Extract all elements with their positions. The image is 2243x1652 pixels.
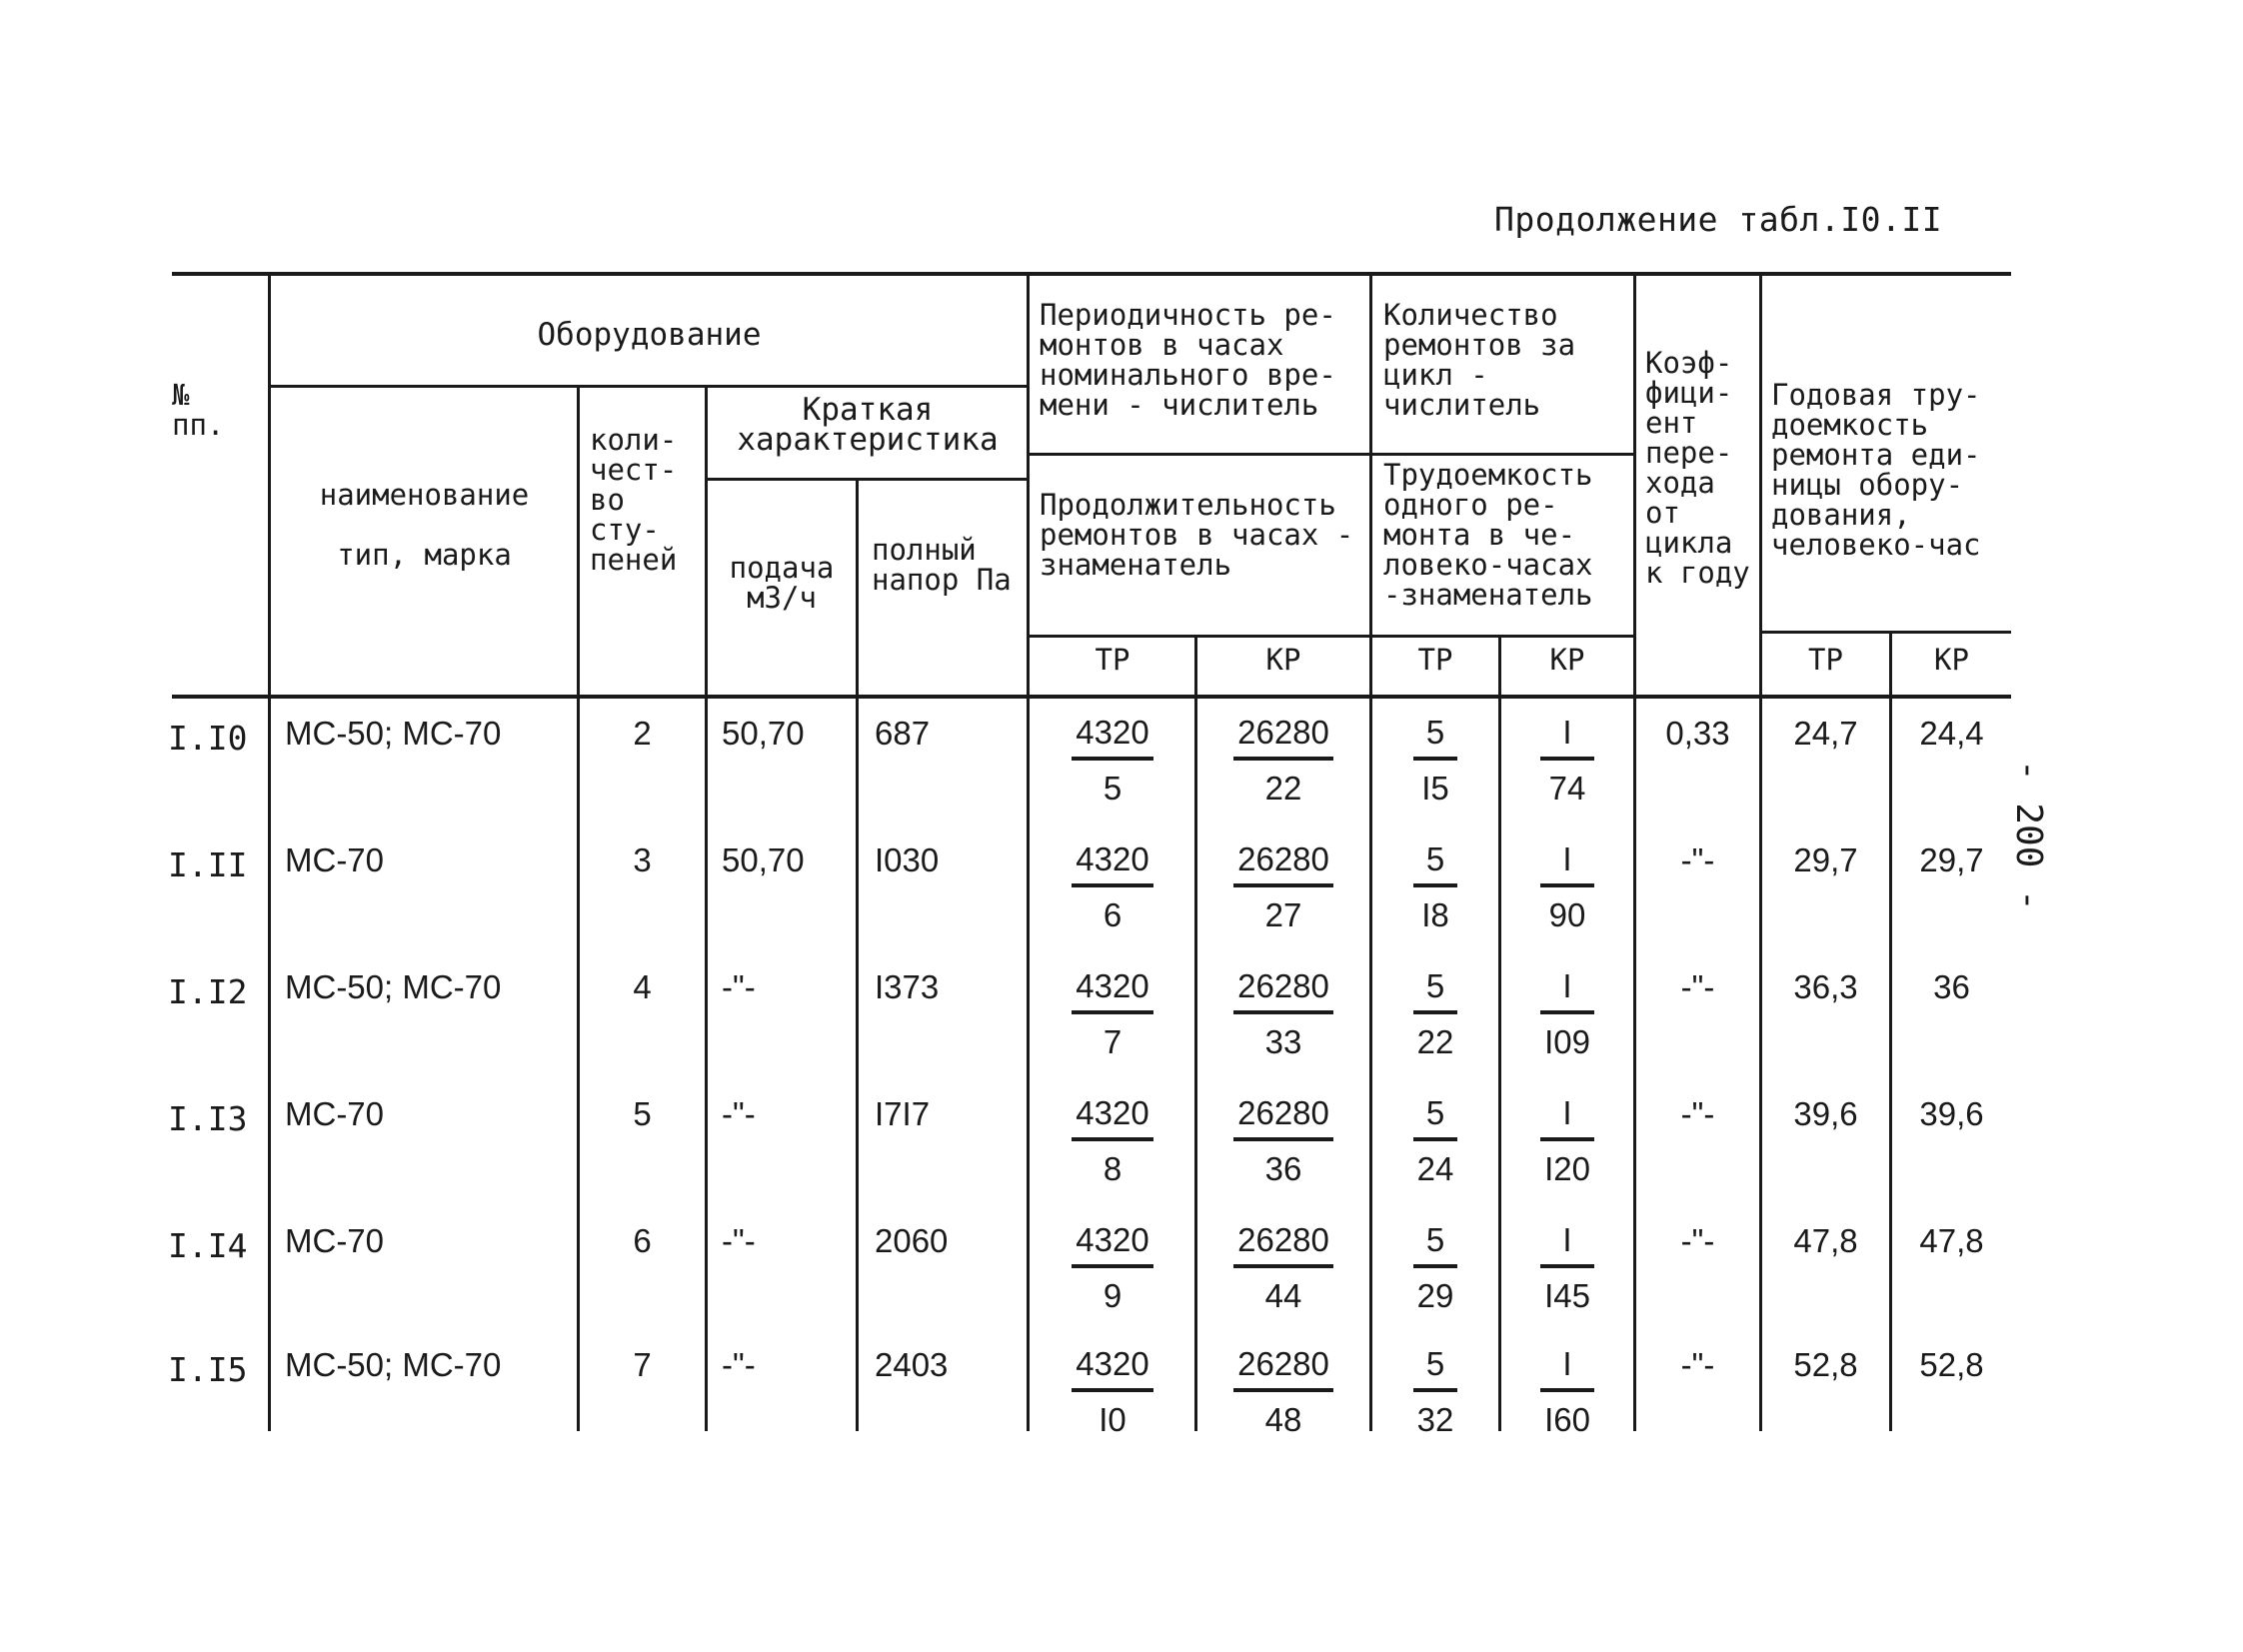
period-duration-kr-numerator: 26280 [1237, 967, 1329, 1004]
header-equipment: Оборудование [537, 317, 762, 353]
stages-count: 3 [633, 841, 652, 878]
transition-coefficient: -"- [1680, 1222, 1715, 1259]
rule-brief [706, 478, 1027, 481]
count-labor-tr [1372, 1093, 1498, 1189]
count-labor-tr [1372, 966, 1498, 1062]
fraction-bar [1072, 1264, 1153, 1268]
period-duration-kr-denominator: 27 [1264, 896, 1302, 933]
period-duration-tr-numerator: 4320 [1076, 1094, 1149, 1131]
header-annual-tr: ТР [1808, 643, 1843, 677]
head-value: 2060 [875, 1222, 949, 1259]
count-labor-tr-denominator: I5 [1421, 770, 1449, 807]
header-annual: Годовая тру-доемкость ремонта еди-ницы обору-дования, человеко-час [1771, 378, 1981, 562]
flow-value: 50,70 [722, 715, 805, 752]
count-labor-kr-denominator: 74 [1548, 770, 1586, 807]
fraction-bar [1413, 1264, 1457, 1268]
header-brief: Краткая характеристика [737, 392, 999, 458]
count-labor-kr-numerator: I [1562, 1094, 1572, 1131]
count-labor-tr-numerator: 5 [1425, 1221, 1445, 1258]
count-labor-kr-denominator: I45 [1544, 1277, 1590, 1314]
period-duration-kr-numerator: 26280 [1237, 1094, 1329, 1131]
period-duration-tr [1030, 1093, 1195, 1189]
fraction-bar [1072, 1388, 1153, 1392]
vrule-3 [705, 385, 708, 1431]
count-labor-kr-numerator: I [1562, 714, 1572, 751]
equipment-name: МС-70 [285, 1095, 385, 1132]
count-labor-tr [1372, 713, 1498, 809]
count-labor-tr-numerator: 5 [1425, 1094, 1445, 1131]
stages-count: 4 [633, 968, 652, 1005]
equipment-name: МС-70 [285, 1222, 385, 1259]
count-labor-tr-denominator: 22 [1416, 1023, 1454, 1060]
period-duration-kr [1197, 1220, 1369, 1316]
count-labor-tr-denominator: 29 [1416, 1277, 1454, 1314]
period-duration-kr [1197, 839, 1369, 935]
rule-trkr [1029, 635, 1633, 638]
count-labor-tr-numerator: 5 [1425, 714, 1445, 751]
stages-count: 7 [633, 1346, 652, 1383]
equipment-name: МС-50; МС-70 [285, 715, 502, 752]
transition-coefficient: -"- [1680, 1346, 1715, 1383]
transition-coefficient: 0,33 [1665, 715, 1730, 752]
annual-labor-tr: 36,3 [1793, 968, 1858, 1005]
count-labor-kr [1501, 839, 1633, 935]
count-labor-tr-denominator: 24 [1416, 1150, 1454, 1187]
period-duration-kr-numerator: 26280 [1237, 1221, 1329, 1258]
transition-coefficient: -"- [1680, 1095, 1715, 1132]
fraction-bar [1540, 1137, 1594, 1141]
count-labor-tr [1372, 1344, 1498, 1440]
fraction-bar [1233, 1388, 1333, 1392]
annual-labor-kr: 29,7 [1919, 841, 1984, 878]
head-value: I373 [875, 968, 940, 1005]
count-labor-kr [1501, 966, 1633, 1062]
period-duration-kr [1197, 966, 1369, 1062]
period-duration-tr [1030, 966, 1195, 1062]
count-labor-tr-denominator: 32 [1416, 1401, 1454, 1438]
period-duration-kr-denominator: 33 [1264, 1023, 1302, 1060]
fraction-bar [1413, 1010, 1457, 1014]
fraction-bar [1540, 883, 1594, 887]
fraction-bar [1072, 1137, 1153, 1141]
period-duration-tr-numerator: 4320 [1076, 1345, 1149, 1382]
fraction-bar [1413, 883, 1457, 887]
period-duration-tr [1030, 839, 1195, 935]
flow-value: 50,70 [722, 841, 805, 878]
fraction-bar [1233, 1264, 1333, 1268]
annual-labor-kr: 47,8 [1919, 1222, 1984, 1259]
flow-value: -"- [722, 1346, 756, 1383]
count-labor-kr [1501, 1344, 1633, 1440]
fraction-bar [1540, 1010, 1594, 1014]
period-duration-kr-denominator: 22 [1264, 770, 1302, 807]
annual-labor-tr: 24,7 [1793, 715, 1858, 752]
header-name: наименование [319, 478, 530, 512]
annual-labor-tr: 29,7 [1793, 841, 1858, 878]
vrule-4 [856, 478, 859, 1431]
head-value: I030 [875, 841, 940, 878]
period-duration-kr [1197, 1344, 1369, 1440]
fraction-bar [1413, 1388, 1457, 1392]
equipment-name: МС-50; МС-70 [285, 968, 502, 1005]
period-duration-kr-denominator: 44 [1264, 1277, 1302, 1314]
count-labor-kr-numerator: I [1562, 840, 1572, 877]
header-type-brand: тип, марка [337, 538, 512, 572]
count-labor-kr [1501, 1093, 1633, 1189]
vrule-1 [268, 272, 271, 1431]
period-duration-kr [1197, 1093, 1369, 1189]
stages-count: 6 [633, 1222, 652, 1259]
fraction-bar [1413, 1137, 1457, 1141]
vrule-2 [577, 385, 580, 1431]
header-no: № пп. [172, 378, 225, 442]
count-labor-tr-numerator: 5 [1425, 840, 1445, 877]
header-duration: Продолжительность ремонтов в часах - знаменатель [1040, 488, 1354, 582]
period-duration-tr-denominator: 7 [1103, 1023, 1122, 1060]
header-annual-kr: КР [1934, 643, 1969, 677]
period-duration-kr [1197, 713, 1369, 809]
count-labor-kr-numerator: I [1562, 1221, 1572, 1258]
head-value: 2403 [875, 1346, 949, 1383]
count-labor-kr-denominator: 90 [1548, 896, 1586, 933]
count-labor-tr-numerator: 5 [1425, 967, 1445, 1004]
period-duration-tr [1030, 713, 1195, 809]
rule-header-bottom [172, 695, 2011, 699]
fraction-bar [1540, 757, 1594, 761]
stages-count: 5 [633, 1095, 652, 1132]
annual-labor-kr: 36 [1933, 968, 1970, 1005]
period-duration-tr-denominator: 8 [1103, 1150, 1122, 1187]
count-labor-tr-denominator: I8 [1421, 896, 1449, 933]
period-duration-tr [1030, 1344, 1195, 1440]
period-duration-tr [1030, 1220, 1195, 1316]
count-labor-kr [1501, 1220, 1633, 1316]
annual-labor-tr: 52,8 [1793, 1346, 1858, 1383]
period-duration-tr-numerator: 4320 [1076, 714, 1149, 751]
row-number: I.II [168, 845, 248, 884]
fraction-bar [1413, 757, 1457, 761]
header-count: Количество ремонтов за цикл - числитель [1383, 298, 1576, 422]
period-duration-tr-denominator: 9 [1103, 1277, 1122, 1314]
header-period-tr: ТР [1095, 643, 1130, 677]
period-duration-tr-numerator: 4320 [1076, 1221, 1149, 1258]
equipment-name: МС-50; МС-70 [285, 1346, 502, 1383]
period-duration-kr-numerator: 26280 [1237, 840, 1329, 877]
header-head: полный напор Па [872, 533, 1012, 597]
row-number: I.I4 [168, 1226, 248, 1265]
count-labor-kr [1501, 713, 1633, 809]
flow-value: -"- [722, 1095, 756, 1132]
period-duration-kr-numerator: 26280 [1237, 714, 1329, 751]
stages-count: 2 [633, 715, 652, 752]
flow-value: -"- [722, 968, 756, 1005]
rule-periodicity [1029, 453, 1633, 456]
header-flow: подача м3/ч [729, 551, 835, 615]
annual-labor-tr: 39,6 [1793, 1095, 1858, 1132]
fraction-bar [1233, 1010, 1333, 1014]
row-number: I.I2 [168, 972, 248, 1011]
fraction-bar [1072, 1010, 1153, 1014]
header-count-kr: КР [1549, 643, 1585, 677]
head-value: I7I7 [875, 1095, 931, 1132]
fraction-bar [1233, 757, 1333, 761]
rule-top [172, 272, 2011, 276]
header-stages: коли-чест-во сту-пеней [590, 423, 678, 577]
count-labor-kr-denominator: I09 [1544, 1023, 1590, 1060]
period-duration-kr-denominator: 36 [1264, 1150, 1302, 1187]
count-labor-tr-numerator: 5 [1425, 1345, 1445, 1382]
header-labor-one: Трудоемкость одного ре-монта в че-ловеко-часах -знаменатель [1383, 458, 1593, 612]
annual-labor-kr: 52,8 [1919, 1346, 1984, 1383]
count-labor-kr-numerator: I [1562, 1345, 1572, 1382]
fraction-bar [1072, 757, 1153, 761]
transition-coefficient: -"- [1680, 968, 1715, 1005]
period-duration-tr-numerator: 4320 [1076, 967, 1149, 1004]
annual-labor-kr: 24,4 [1919, 715, 1984, 752]
count-labor-tr [1372, 1220, 1498, 1316]
rule-equipment [270, 385, 1027, 388]
header-coef: Коэф-фици-ент пере-хода от цикла к году [1645, 346, 1750, 590]
period-duration-tr-denominator: 6 [1103, 896, 1122, 933]
header-periodicity: Периодичность ре-монтов в часах номинального вре-мени - числитель [1040, 298, 1336, 422]
annual-labor-tr: 47,8 [1793, 1222, 1858, 1259]
fraction-bar [1233, 1137, 1333, 1141]
transition-coefficient: -"- [1680, 841, 1715, 878]
fraction-bar [1072, 883, 1153, 887]
equipment-name: МС-70 [285, 841, 385, 878]
period-duration-kr-denominator: 48 [1264, 1401, 1302, 1438]
row-number: I.I3 [168, 1099, 248, 1138]
count-labor-kr-numerator: I [1562, 967, 1572, 1004]
period-duration-tr-denominator: I0 [1099, 1401, 1126, 1438]
fraction-bar [1540, 1388, 1594, 1392]
flow-value: -"- [722, 1222, 756, 1259]
count-labor-kr-denominator: I60 [1544, 1401, 1590, 1438]
annual-labor-kr: 39,6 [1919, 1095, 1984, 1132]
row-number: I.I0 [168, 719, 248, 758]
period-duration-kr-numerator: 26280 [1237, 1345, 1329, 1382]
header-count-tr: ТР [1417, 643, 1453, 677]
fraction-bar [1540, 1264, 1594, 1268]
period-duration-tr-denominator: 5 [1103, 770, 1122, 807]
head-value: 687 [875, 715, 931, 752]
count-labor-kr-denominator: I20 [1544, 1150, 1590, 1187]
period-duration-tr-numerator: 4320 [1076, 840, 1149, 877]
page-number: - 200 - [2008, 760, 2049, 911]
rule-annual [1759, 631, 2011, 634]
row-number: I.I5 [168, 1350, 248, 1389]
header-period-kr: КР [1265, 643, 1301, 677]
count-labor-tr [1372, 839, 1498, 935]
table-caption: Продолжение табл.I0.II [1494, 200, 1943, 239]
fraction-bar [1233, 883, 1333, 887]
